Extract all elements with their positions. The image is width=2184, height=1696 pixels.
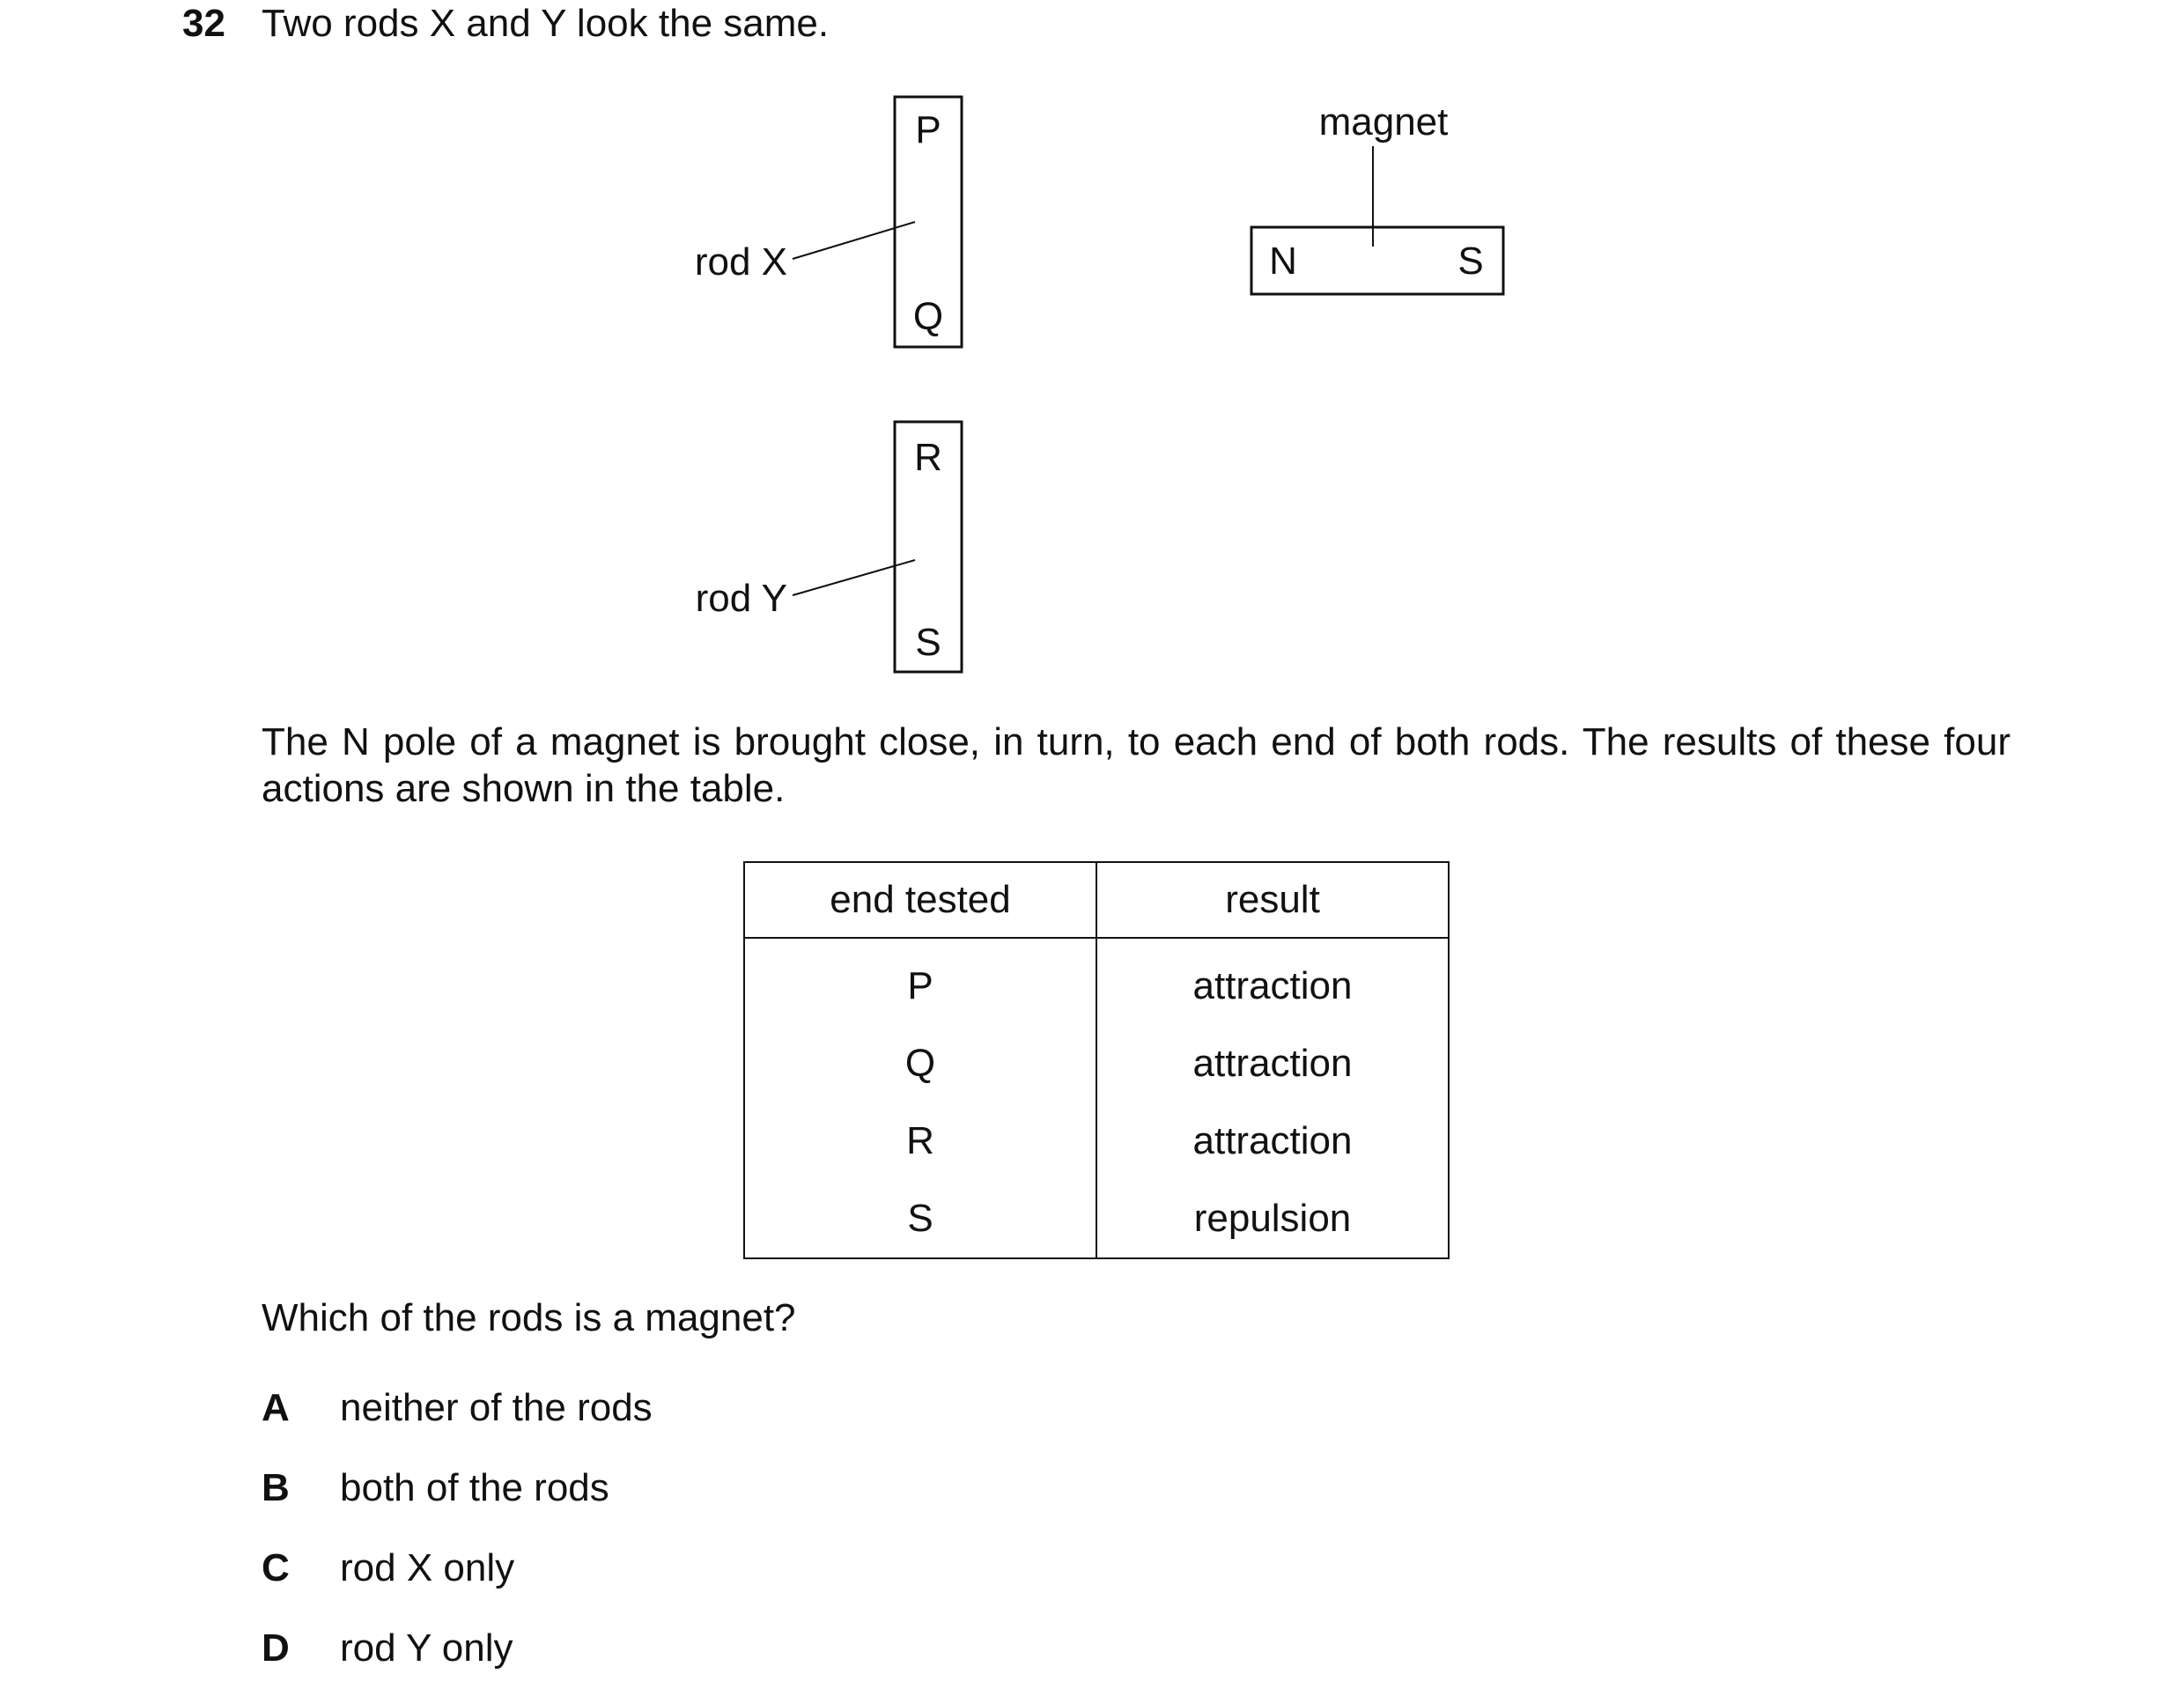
- option-text: rod Y only: [340, 1626, 513, 1670]
- end-tested-cell: S: [744, 1180, 1096, 1258]
- magnet-label: magnet: [1318, 100, 1449, 144]
- answer-option-a[interactable]: [262, 1384, 653, 1432]
- table-header-row: [744, 862, 1449, 938]
- rod-y-bottom-end: S: [915, 621, 941, 664]
- rod-x-label: rod X: [694, 240, 787, 284]
- table-row: [744, 1025, 1449, 1102]
- end-tested-cell: Q: [744, 1025, 1096, 1102]
- option-letter: D: [262, 1626, 290, 1670]
- question-number: 32: [182, 2, 225, 45]
- rod-x-leader-line: [793, 222, 915, 259]
- end-tested-cell: R: [744, 1102, 1096, 1180]
- magnet-south-pole: S: [1457, 240, 1484, 283]
- table-row: [744, 1180, 1449, 1258]
- column-header-end-tested: end tested: [744, 862, 1096, 938]
- rods-and-magnet-diagram: [0, 0, 2184, 704]
- option-letter: A: [262, 1386, 290, 1429]
- option-text: neither of the rods: [340, 1386, 653, 1429]
- experiment-description: The N pole of a magnet is brought close, in turn, to each end of both rods. The results of these four actions are shown in the table.: [262, 720, 2011, 810]
- option-text: both of the rods: [340, 1466, 609, 1509]
- answer-option-c[interactable]: [262, 1545, 514, 1592]
- results-table: [743, 861, 1450, 1259]
- rod-y-top-end: R: [914, 436, 942, 479]
- option-text: rod X only: [340, 1546, 515, 1589]
- result-cell: attraction: [1096, 1025, 1449, 1102]
- end-tested-cell: P: [744, 938, 1096, 1025]
- column-header-result: result: [1096, 862, 1449, 938]
- result-cell: attraction: [1096, 1102, 1449, 1180]
- question-stem: Two rods X and Y look the same.: [262, 2, 830, 45]
- answer-option-d[interactable]: [262, 1625, 513, 1672]
- rod-y-leader-line: [793, 560, 915, 595]
- rod-x-top-end: P: [915, 108, 941, 151]
- table-row: [744, 1102, 1449, 1180]
- rod-x-bottom-end: Q: [912, 295, 944, 338]
- result-cell: repulsion: [1096, 1180, 1449, 1258]
- answer-option-b[interactable]: [262, 1464, 609, 1512]
- magnet-north-pole: N: [1269, 240, 1297, 283]
- table-row: [744, 938, 1449, 1025]
- question-prompt: Which of the rods is a magnet?: [262, 1296, 796, 1339]
- option-letter: C: [262, 1546, 290, 1589]
- option-letter: B: [262, 1466, 290, 1509]
- rod-y-label: rod Y: [695, 577, 787, 620]
- result-cell: attraction: [1096, 938, 1449, 1025]
